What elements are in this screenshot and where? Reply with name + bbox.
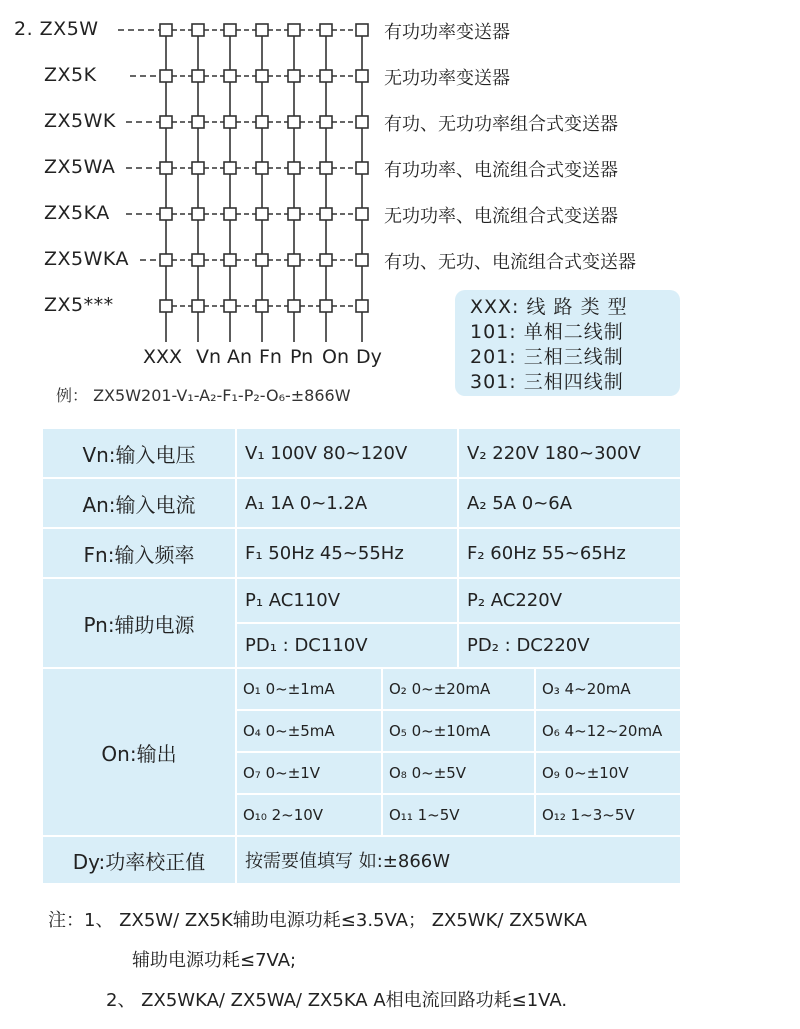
an-option-2: A₂ 5A 0~6A	[458, 478, 681, 528]
code-square	[224, 254, 236, 266]
on-option-o2: O₂ 0~±20mA	[382, 668, 535, 710]
label-fn: Fn:输入频率	[42, 528, 236, 578]
model-desc-zx5k: 无功功率变送器	[384, 68, 510, 89]
code-square	[320, 162, 332, 174]
model-desc-zx5wk: 有功、无功功率组合式变送器	[384, 114, 618, 135]
axis-label-fn: Fn	[259, 346, 282, 368]
fn-option-2: F₂ 60Hz 55~65Hz	[458, 528, 681, 578]
example-code: 例： ZX5W201-V₁-A₂-F₁-P₂-O₆-±866W	[56, 386, 351, 405]
code-square	[320, 116, 332, 128]
model-desc-zx5ka: 无功功率、电流组合式变送器	[384, 206, 618, 227]
code-square	[288, 300, 300, 312]
code-square	[224, 70, 236, 82]
model-code-generic: ZX5***	[44, 294, 114, 316]
fn-option-1: F₁ 50Hz 45~55Hz	[236, 528, 458, 578]
vn-option-1: V₁ 100V 80~120V	[236, 428, 458, 478]
code-square	[192, 24, 204, 36]
code-square	[356, 162, 368, 174]
table-row-vn	[42, 428, 681, 478]
vn-option-2: V₂ 220V 180~300V	[458, 428, 681, 478]
on-option-o7: O₇ 0~±1V	[236, 752, 382, 794]
code-square	[356, 208, 368, 220]
code-square	[192, 162, 204, 174]
code-square	[224, 162, 236, 174]
legend-line-header: XXX: 线 路 类 型	[470, 296, 628, 318]
label-on: On:输出	[42, 668, 236, 836]
table-row-fn	[42, 528, 681, 578]
code-square	[160, 70, 172, 82]
on-option-o6: O₆ 4~12~20mA	[535, 710, 681, 752]
pn-option-dc220: PD₂ : DC220V	[458, 623, 681, 668]
code-square	[256, 208, 268, 220]
on-option-o3: O₃ 4~20mA	[535, 668, 681, 710]
code-square	[288, 116, 300, 128]
on-option-o11: O₁₁ 1~5V	[382, 794, 535, 836]
on-option-o4: O₄ 0~±5mA	[236, 710, 382, 752]
model-code-zx5wa: ZX5WA	[44, 156, 116, 178]
code-square	[192, 70, 204, 82]
code-square	[320, 254, 332, 266]
code-square	[356, 300, 368, 312]
code-square	[356, 70, 368, 82]
on-option-o1: O₁ 0~±1mA	[236, 668, 382, 710]
code-square	[192, 300, 204, 312]
table-row-on-1	[42, 668, 681, 710]
model-desc-zx5w: 有功功率变送器	[384, 22, 510, 43]
axis-label-pn: Pn	[290, 346, 314, 368]
code-square	[160, 254, 172, 266]
axis-label-on: On	[322, 346, 349, 368]
code-square	[320, 70, 332, 82]
code-square	[356, 254, 368, 266]
code-square	[256, 116, 268, 128]
code-square	[192, 254, 204, 266]
note-line-2: 辅助电源功耗≤7VA;	[132, 950, 297, 971]
axis-label-an: An	[227, 346, 253, 368]
axis-label-dy: Dy	[356, 346, 382, 368]
code-square	[192, 208, 204, 220]
code-square	[288, 254, 300, 266]
label-an: An:输入电流	[42, 478, 236, 528]
on-option-o5: O₅ 0~±10mA	[382, 710, 535, 752]
legend-line-301: 301: 三相四线制	[470, 371, 624, 393]
table-row-an	[42, 478, 681, 528]
code-square	[256, 254, 268, 266]
code-square	[256, 24, 268, 36]
an-option-1: A₁ 1A 0~1.2A	[236, 478, 458, 528]
code-square	[288, 162, 300, 174]
model-code-zx5wka: ZX5WKA	[44, 248, 130, 270]
code-square	[288, 208, 300, 220]
code-square	[160, 162, 172, 174]
label-vn: Vn:输入电压	[42, 428, 236, 478]
code-square	[256, 70, 268, 82]
code-square	[256, 300, 268, 312]
spec-table	[41, 427, 682, 885]
code-square	[256, 162, 268, 174]
model-desc-zx5wka: 有功、无功、电流组合式变送器	[384, 252, 636, 273]
code-square	[288, 24, 300, 36]
note-line-3: 2、 ZX5WKA/ ZX5WA/ ZX5KA A相电流回路功耗≤1VA.	[106, 990, 568, 1011]
model-code-zx5wk: ZX5WK	[44, 110, 116, 132]
code-square	[356, 24, 368, 36]
code-square	[160, 116, 172, 128]
label-dy: Dy:功率校正值	[42, 836, 236, 884]
model-code-zx5ka: ZX5KA	[44, 202, 110, 224]
pn-option-ac220: P₂ AC220V	[458, 578, 681, 623]
on-option-o8: O₈ 0~±5V	[382, 752, 535, 794]
legend-line-201: 201: 三相三线制	[470, 346, 624, 368]
table-row-pn-ac	[42, 578, 681, 623]
code-square	[160, 24, 172, 36]
table-row-dy	[42, 836, 681, 884]
code-square	[288, 70, 300, 82]
label-pn: Pn:辅助电源	[42, 578, 236, 668]
note-line-1: 注：1、 ZX5W/ ZX5K辅助电源功耗≤3.5VA； ZX5WK/ ZX5WKA	[48, 910, 587, 931]
code-square	[224, 24, 236, 36]
axis-label-xxx: XXX	[143, 346, 183, 368]
code-structure-diagram	[0, 0, 800, 360]
model-code-zx5w: 2. ZX5W	[14, 18, 99, 40]
model-code-zx5k: ZX5K	[44, 64, 97, 86]
code-square	[160, 208, 172, 220]
on-option-o9: O₉ 0~±10V	[535, 752, 681, 794]
code-square	[160, 300, 172, 312]
code-square	[224, 208, 236, 220]
dy-value: 按需要值填写 如:±866W	[236, 836, 681, 884]
on-option-o12: O₁₂ 1~3~5V	[535, 794, 681, 836]
axis-label-vn: Vn	[196, 346, 222, 368]
pn-option-dc110: PD₁ : DC110V	[236, 623, 458, 668]
code-square	[224, 300, 236, 312]
code-square	[224, 116, 236, 128]
pn-option-ac110: P₁ AC110V	[236, 578, 458, 623]
code-square	[320, 208, 332, 220]
legend-line-101: 101: 单相二线制	[470, 321, 624, 343]
code-square	[320, 24, 332, 36]
code-square	[320, 300, 332, 312]
on-option-o10: O₁₀ 2~10V	[236, 794, 382, 836]
code-square	[356, 116, 368, 128]
model-desc-zx5wa: 有功功率、电流组合式变送器	[384, 160, 618, 181]
code-square	[192, 116, 204, 128]
